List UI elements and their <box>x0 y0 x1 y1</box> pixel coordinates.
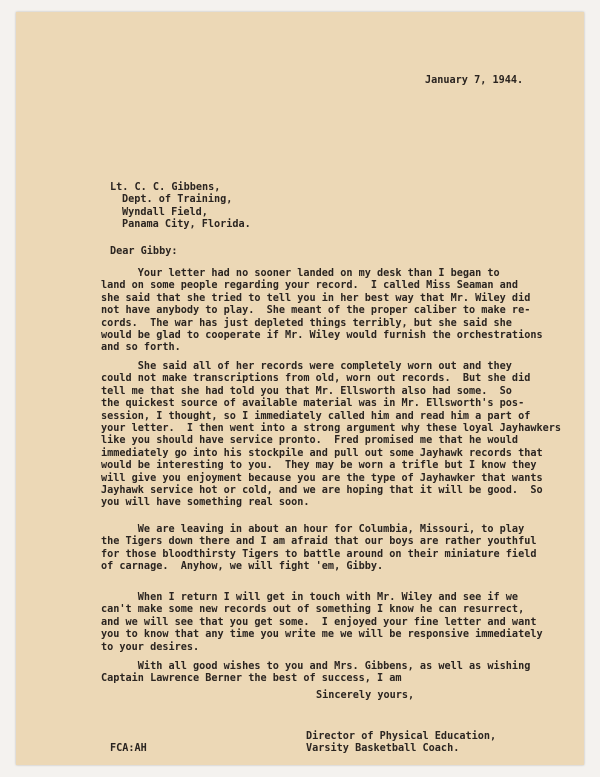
paragraph-line: She said all of her records were completely worn out and they <box>101 361 512 372</box>
paragraph-line: she said that she tried to tell you in her best way that Mr. Wiley did <box>101 292 531 304</box>
paragraph-line: like you should have service pronto. Fred promised me that he would <box>101 435 519 447</box>
paragraph-line: land on some people regarding your record. I called Miss Seaman and <box>101 280 519 292</box>
paragraph-line: Your letter had no sooner landed on my desk than I began to <box>101 268 500 279</box>
paragraph-line: and we will see that you get some. I enjoyed your fine letter and want <box>101 616 537 628</box>
paragraph-line: of carnage. Anyhow, we will fight 'em, Gibby. <box>101 561 384 573</box>
paragraph-line: Jayhawk service hot or cold, and we are hoping that it will be good. So <box>101 485 543 497</box>
paragraph-line: Captain Lawrence Berner the best of success, I am <box>101 673 402 685</box>
paragraph-line: session, I thought, so I immediately called him and read him a part of <box>101 410 531 422</box>
recipient-line: Lt. C. C. Gibbens, <box>110 182 221 193</box>
paragraph-line: can't make some new records out of something I know he can resurrect, <box>101 604 525 616</box>
recipient-line: Wyndall Field, <box>122 207 208 218</box>
paragraph-line: immediately go into his stockpile and pull out some Jayhawk records that <box>101 447 543 459</box>
paragraph-line: would be glad to cooperate if Mr. Wiley would furnish the orchestrations <box>101 330 543 342</box>
paragraph-line: the quickest source of available material was in Mr. Ellsworth's pos- <box>101 398 525 410</box>
paragraph-line: would be interesting to you. They may be worn a trifle but I know they <box>101 460 537 472</box>
paragraph-line: the Tigers down there and I am afraid that our boys are rather youthful <box>101 536 537 548</box>
paragraph-line: you will have something real soon. <box>101 497 310 509</box>
recipient-line: Panama City, Florida. <box>122 219 251 230</box>
salutation: Dear Gibby: <box>110 246 178 257</box>
paragraph-line: for those bloodthirsty Tigers to battle around on their miniature field <box>101 548 537 560</box>
paragraph-line: We are leaving in about an hour for Columbia, Missouri, to play <box>101 524 525 535</box>
paragraph-line: With all good wishes to you and Mrs. Gibbens, as well as wishing <box>101 661 531 672</box>
paragraph-1 <box>101 268 543 355</box>
paragraph-line: could not make transcriptions from old, worn out records. But she did <box>101 373 531 385</box>
closing: Sincerely yours, <box>316 690 415 701</box>
paragraph-line: your letter. I then went into a strong argument why these loyal Jayhawkers <box>101 423 562 435</box>
paragraph-line: will give you enjoyment because you are the type of Jayhawker that wants <box>101 472 543 484</box>
paragraph-line: cords. The war has just depleted things terribly, but she said she <box>101 317 512 329</box>
paragraph-line: and so forth. <box>101 342 181 354</box>
recipient-line: Dept. of Training, <box>122 194 233 205</box>
paragraph-4 <box>101 592 543 654</box>
signature-title-line: Varsity Basketball Coach. <box>306 743 460 754</box>
paragraph-line: you to know that any time you write me we will be responsive immediately <box>101 629 543 641</box>
paragraph-2 <box>101 361 562 510</box>
typist-initials: FCA:AH <box>110 743 147 754</box>
paragraph-line: not have anybody to play. She meant of the proper caliber to make re- <box>101 305 531 317</box>
paragraph-line: When I return I will get in touch with Mr. Wiley and see if we <box>101 592 519 603</box>
letter-date: January 7, 1944. <box>425 75 524 86</box>
paragraph-line: tell me that she had told you that Mr. Ellsworth also had some. So <box>101 385 512 397</box>
paragraph-line: to your desires. <box>101 641 200 653</box>
paragraph-3 <box>101 524 537 574</box>
signature-title-line: Director of Physical Education, <box>306 731 497 742</box>
paragraph-5 <box>101 661 531 686</box>
